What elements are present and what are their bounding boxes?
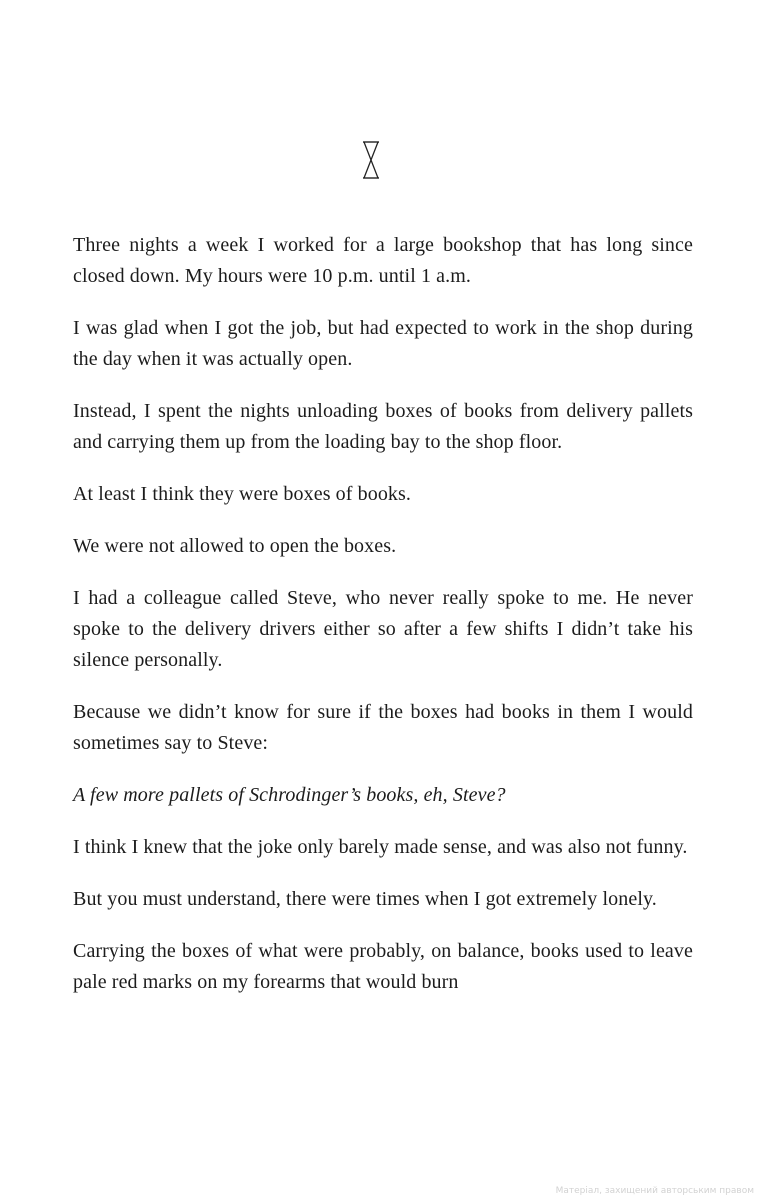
paragraph: Instead, I spent the nights unloading boxes of books from delivery pallets and carrying them up from the loading bay to the shop floor.	[73, 400, 693, 453]
chapter-ornament	[360, 140, 382, 180]
hourglass-ornament-icon	[360, 140, 382, 180]
italic-quote: A few more pallets of Schrodinger’s books, eh, Steve?	[73, 784, 506, 806]
paragraph: Carrying the boxes of what were probably, on balance, books used to leave pale red marks on my forearms that would burn	[73, 940, 693, 993]
body-text	[73, 230, 693, 1019]
paragraph: At least I think they were boxes of books.	[73, 483, 412, 505]
paragraph: Because we didn’t know for sure if the boxes had books in them I would sometimes say to Steve:	[73, 701, 693, 754]
paragraph: I think I knew that the joke only barely made sense, and was also not funny.	[73, 836, 688, 858]
paragraph: I was glad when I got the job, but had expected to work in the shop during the day when it was actually open.	[73, 317, 693, 370]
paragraph: I had a colleague called Steve, who never really spoke to me. He never spoke to the delivery drivers either so after a few shifts I didn’t take his silence personally.	[73, 587, 693, 671]
copyright-watermark: Матеріал, захищений авторським правом	[555, 1186, 754, 1196]
paragraph: Three nights a week I worked for a large bookshop that has long since closed down. My hours were 10 p.m. until 1 a.m.	[73, 234, 693, 287]
paragraph: But you must understand, there were times when I got extremely lonely.	[73, 888, 657, 910]
paragraph: We were not allowed to open the boxes.	[73, 535, 397, 557]
